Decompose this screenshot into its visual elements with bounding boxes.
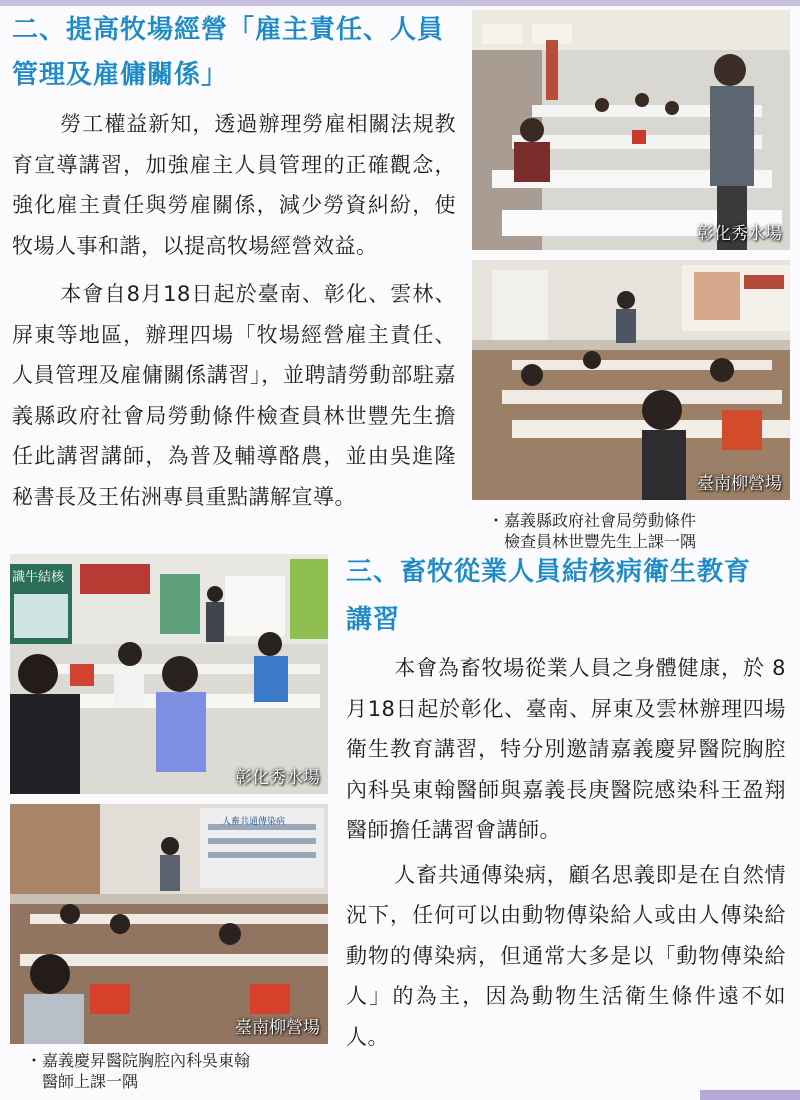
caption-2 [26, 1050, 326, 1092]
photo-tainan-tb-lecture [10, 804, 328, 1044]
section-2-heading: 二、提高牧場經營「雇主責任、人員管理及雇傭關係」 [12, 15, 445, 90]
photo-4-label: 臺南柳營場 [235, 1018, 320, 1038]
section-2-paragraph-1: 勞工權益新知，透過辦理勞雇相關法規教育宣導講習，加強雇主人員管理的正確觀念，強化雇主責任與勞雇關係，減少勞資糾紛，使牧場人事和諧，以提高牧場經營效益。 [12, 112, 456, 258]
caption-1-line-2: 檢查員林世豐先生上課一隅 [504, 532, 697, 551]
section-3-heading-line-1: 三、畜牧從業人員結核病衛生教育 [346, 557, 752, 587]
bottom-accent-bar [700, 1090, 800, 1100]
photo-tainan-lecture [472, 260, 790, 500]
photo-changhua-tb-lecture [10, 554, 328, 794]
section-2-paragraph-2: 本會自8月18日起於臺南、彰化、雲林、屏東等地區，辦理四場「牧場經營雇主責任、人員管理及雇傭關係講習」，並聘請勞動部駐嘉義縣政府社會局勞動條件檢查員林世豐先生擔任此講習講師，為普及輔導酪農，並由吳進隆秘書長及王佑洲專員重點講解宣導。 [12, 282, 456, 509]
caption-2-line-1: ・嘉義慶昇醫院胸腔內科吳東翰 [26, 1051, 251, 1070]
section-3 [346, 548, 786, 1057]
caption-1-line-1: ・嘉義縣政府社會局勞動條件 [488, 511, 697, 530]
photo-2-label: 臺南柳營場 [697, 474, 782, 494]
photo-3-screen-text: 識牛結核 [12, 570, 65, 585]
section-3-paragraph-1: 本會為畜牧場從業人員之身體健康，於 8 月18日起於彰化、臺南、屏東及雲林辦理四場衛生教育講習，特分別邀請嘉義慶昇醫院胸腔內科吳東翰醫師與嘉義長庚醫院感染科王盈翔醫師擔任講習會講師。 [346, 656, 786, 842]
section-2 [12, 8, 456, 517]
photo-4-screen-text: 人畜共通傳染病 [222, 817, 286, 827]
section-3-heading-line-2: 講習 [346, 605, 401, 635]
photo-3-label: 彰化秀水場 [235, 768, 320, 788]
caption-1 [488, 510, 788, 552]
caption-2-line-2: 醫師上課一隅 [42, 1072, 139, 1091]
photo-1-label: 彰化秀水場 [697, 224, 782, 244]
section-3-paragraph-2: 人畜共通傳染病，顧名思義即是在自然情況下，任何可以由動物傳染給人或由人傳染給動物的傳染病，但通常大多是以「動物傳染給人」的為主，因為動物生活衛生條件遠不如人。 [346, 862, 786, 1049]
top-accent-bar [0, 0, 800, 6]
photo-changhua-lecture [472, 10, 790, 250]
